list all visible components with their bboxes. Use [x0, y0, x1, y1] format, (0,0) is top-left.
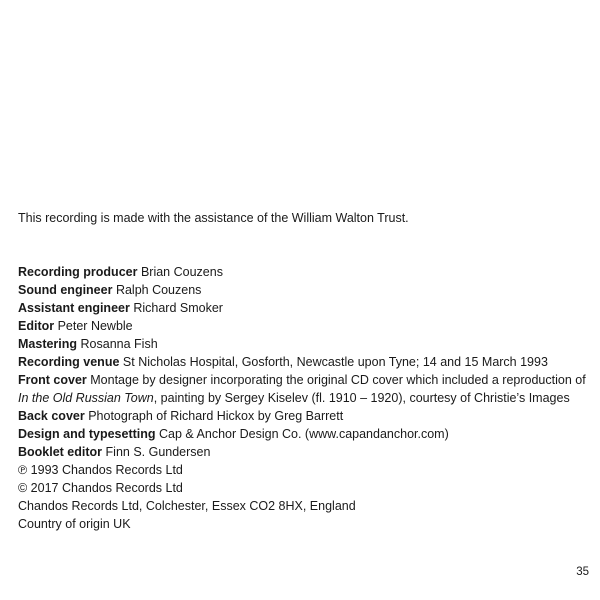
credit-label: Design and typesetting	[18, 427, 156, 441]
credit-label: Booklet editor	[18, 445, 103, 459]
credit-design-typesetting	[18, 425, 588, 443]
credit-value: St Nicholas Hospital, Gosforth, Newcastle upon Tyne; 14 and 15 March 1993	[122, 355, 548, 369]
credit-label: Recording producer	[18, 265, 138, 279]
copyright-notice: © 2017 Chandos Records Ltd	[18, 481, 183, 495]
credit-value: Montage by designer incorporating the original CD cover which included a reproduction of	[90, 373, 586, 387]
label-address: Chandos Records Ltd, Colchester, Essex CO2 8HX, England	[18, 499, 356, 513]
phonographic-copyright: ℗ 1993 Chandos Records Ltd	[18, 463, 183, 477]
credit-value: Finn S. Gundersen	[105, 445, 211, 459]
credit-label: Editor	[18, 319, 55, 333]
acknowledgement-text: This recording is made with the assistance of the William Walton Trust.	[18, 211, 409, 225]
page-number: 35	[576, 566, 589, 578]
credit-booklet-editor	[18, 443, 588, 461]
credit-value: Cap & Anchor Design Co. (www.capandanchor.com)	[159, 427, 449, 441]
credit-assistant-engineer	[18, 299, 588, 317]
credit-label: Back cover	[18, 409, 85, 423]
credit-label: Front cover	[18, 373, 87, 387]
credits-block	[18, 263, 588, 533]
credit-value: Richard Smoker	[133, 301, 223, 315]
credit-label: Mastering	[18, 337, 78, 351]
credit-sound-engineer	[18, 281, 588, 299]
credit-value: Ralph Couzens	[115, 283, 202, 297]
credit-value-continued: , painting by Sergey Kiselev (fl. 1910 – 1920), courtesy of Christie’s Images	[153, 391, 570, 405]
credit-value: Photograph of Richard Hickox by Greg Barrett	[88, 409, 344, 423]
credit-editor	[18, 317, 588, 335]
credit-value: Peter Newble	[57, 319, 133, 333]
credit-value: Brian Couzens	[140, 265, 223, 279]
credit-mastering	[18, 335, 588, 353]
credit-label: Sound engineer	[18, 283, 113, 297]
country-of-origin: Country of origin UK	[18, 517, 131, 531]
credit-recording-producer	[18, 263, 588, 281]
credit-recording-venue	[18, 353, 588, 371]
credit-front-cover	[18, 371, 588, 407]
artwork-title: In the Old Russian Town	[18, 391, 154, 405]
credit-label: Assistant engineer	[18, 301, 130, 315]
credit-back-cover	[18, 407, 588, 425]
credit-label: Recording venue	[18, 355, 120, 369]
credit-value: Rosanna Fish	[80, 337, 158, 351]
